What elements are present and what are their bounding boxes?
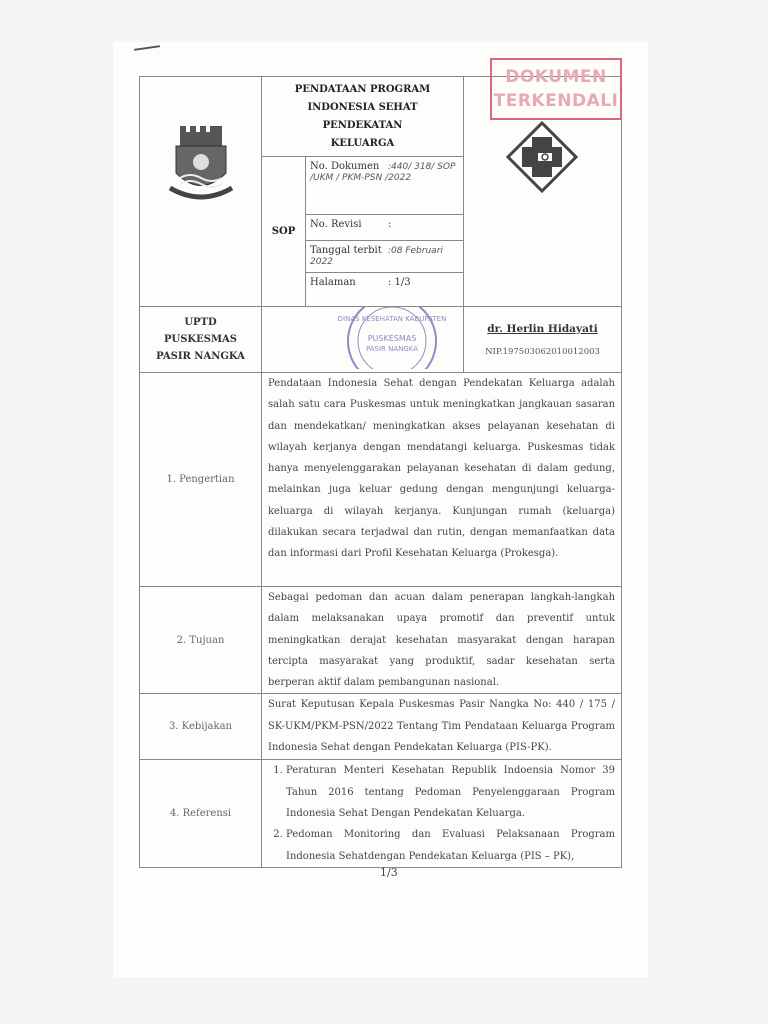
reference-list xyxy=(268,760,615,866)
section-text-pengertian: Pendataan Indonesia Sehat dengan Pendekatan Keluarga adalah salah satu cara Puskesmas untuk meningkatkan jangkauan sasaran dan mendekatkan/ meningkatkan akses pelayanan kesehatan di wilayah kerjanya dengan mendatangi keluarga. Puskesmas tidak hanya menyelenggarakan pelayanan kesehatan di dalam gedung, melainkan juga keluar gedung dengan mengunjungi keluarga-keluarga di wilayah kerjanya. Kunjungan rumah (keluarga) dilakukan secara terjadwal dan rutin, dengan memanfaatkan data dan informasi dari Profil Kesehatan Keluarga (Prokesga). xyxy=(262,373,622,587)
title-line-1: PENDATAAN PROGRAM xyxy=(294,84,431,95)
stamp-center-text-2: PASIR NANGKA xyxy=(365,345,419,353)
sop-label: SOP xyxy=(262,157,306,307)
meta-key: No. Revisi xyxy=(310,219,362,230)
org-line: UPTD xyxy=(184,317,217,328)
meta-row-page xyxy=(306,273,463,303)
title-line-3: PENDEKATAN xyxy=(322,120,403,131)
org-line: PUSKESMAS xyxy=(163,334,238,345)
page-number: 1/3 xyxy=(380,866,398,879)
signature-cell xyxy=(464,307,622,373)
controlled-document-stamp xyxy=(490,58,622,120)
meta-row-document xyxy=(306,157,463,215)
meta-key: Halaman xyxy=(310,277,356,288)
stamp-ring-text: DINAS KESEHATAN KABUPATEN xyxy=(337,315,447,323)
sop-table xyxy=(139,76,622,868)
reference-item: 1. Peraturan Menteri Kesehatan Republik Indoensia Nomor 39 Tahun 2016 tentang Pedoman Penyelenggaraan Program Indonesia Sehat Dengan Pendekatan Keluarga. xyxy=(286,760,615,824)
official-stamp xyxy=(262,307,464,369)
document-title xyxy=(262,77,464,157)
document-meta xyxy=(306,157,464,307)
meta-value: :08 Februari 2022 xyxy=(310,246,443,267)
meta-value: :440/ 318/ SOP /UKM / PKM-PSN /2022 xyxy=(310,162,456,183)
meta-value: : 1/3 xyxy=(388,277,411,288)
city-logo-icon xyxy=(140,78,262,303)
reference-item: 2. Pedoman Monitoring dan Evaluasi Pelaksanaan Program Indonesia Sehatdengan Pendekatan Keluarga (PIS – PK), xyxy=(286,824,615,867)
signer-nip: NIP.197503062010012003 xyxy=(485,346,600,357)
section-label-tujuan: 2. Tujuan xyxy=(140,587,262,694)
meta-row-revision xyxy=(306,215,463,241)
section-label-referensi: 4. Referensi xyxy=(140,760,262,868)
section-text-kebijakan: Surat Keputusan Kepala Puskesmas Pasir Nangka No: 440 / 175 / SK-UKM/PKM-PSN/2022 Tentang Tim Pendataan Keluarga Program Indonesia Sehat dengan Pendekatan Keluarga (PIS-PK). xyxy=(262,694,622,760)
title-line-2: INDONESIA SEHAT xyxy=(307,102,418,113)
meta-value: : xyxy=(388,219,392,230)
signer-name: dr. Herlin Hidayati xyxy=(487,322,598,335)
stamp-line-2: TERKENDALI xyxy=(493,91,619,111)
logo-cell xyxy=(140,77,262,307)
section-label-pengertian: 1. Pengertian xyxy=(140,373,262,587)
stamp-line-1: DOKUMEN xyxy=(505,67,607,87)
official-stamp-cell xyxy=(262,307,464,373)
meta-key: Tanggal terbit xyxy=(310,245,382,256)
org-line: PASIR NANGKA xyxy=(156,351,245,362)
section-text-tujuan: Sebagai pedoman dan acuan dalam penerapan langkah-langkah dalam melaksanakan upaya promotif dan preventif untuk meningkatkan derajat kesehatan masyarakat dengan harapan tercipta masyarakat yang produktif, sadar kesehatan serta berperan aktif dalam pembangunan nasional. xyxy=(262,587,622,694)
meta-row-date xyxy=(306,241,463,273)
section-text-referensi xyxy=(262,760,622,868)
meta-key: No. Dokumen xyxy=(310,161,380,172)
stamp-center-text: PUSKESMAS xyxy=(367,334,417,343)
section-label-kebijakan: 3. Kebijakan xyxy=(140,694,262,760)
title-line-4: KELUARGA xyxy=(330,138,395,149)
organization-name xyxy=(140,307,262,373)
